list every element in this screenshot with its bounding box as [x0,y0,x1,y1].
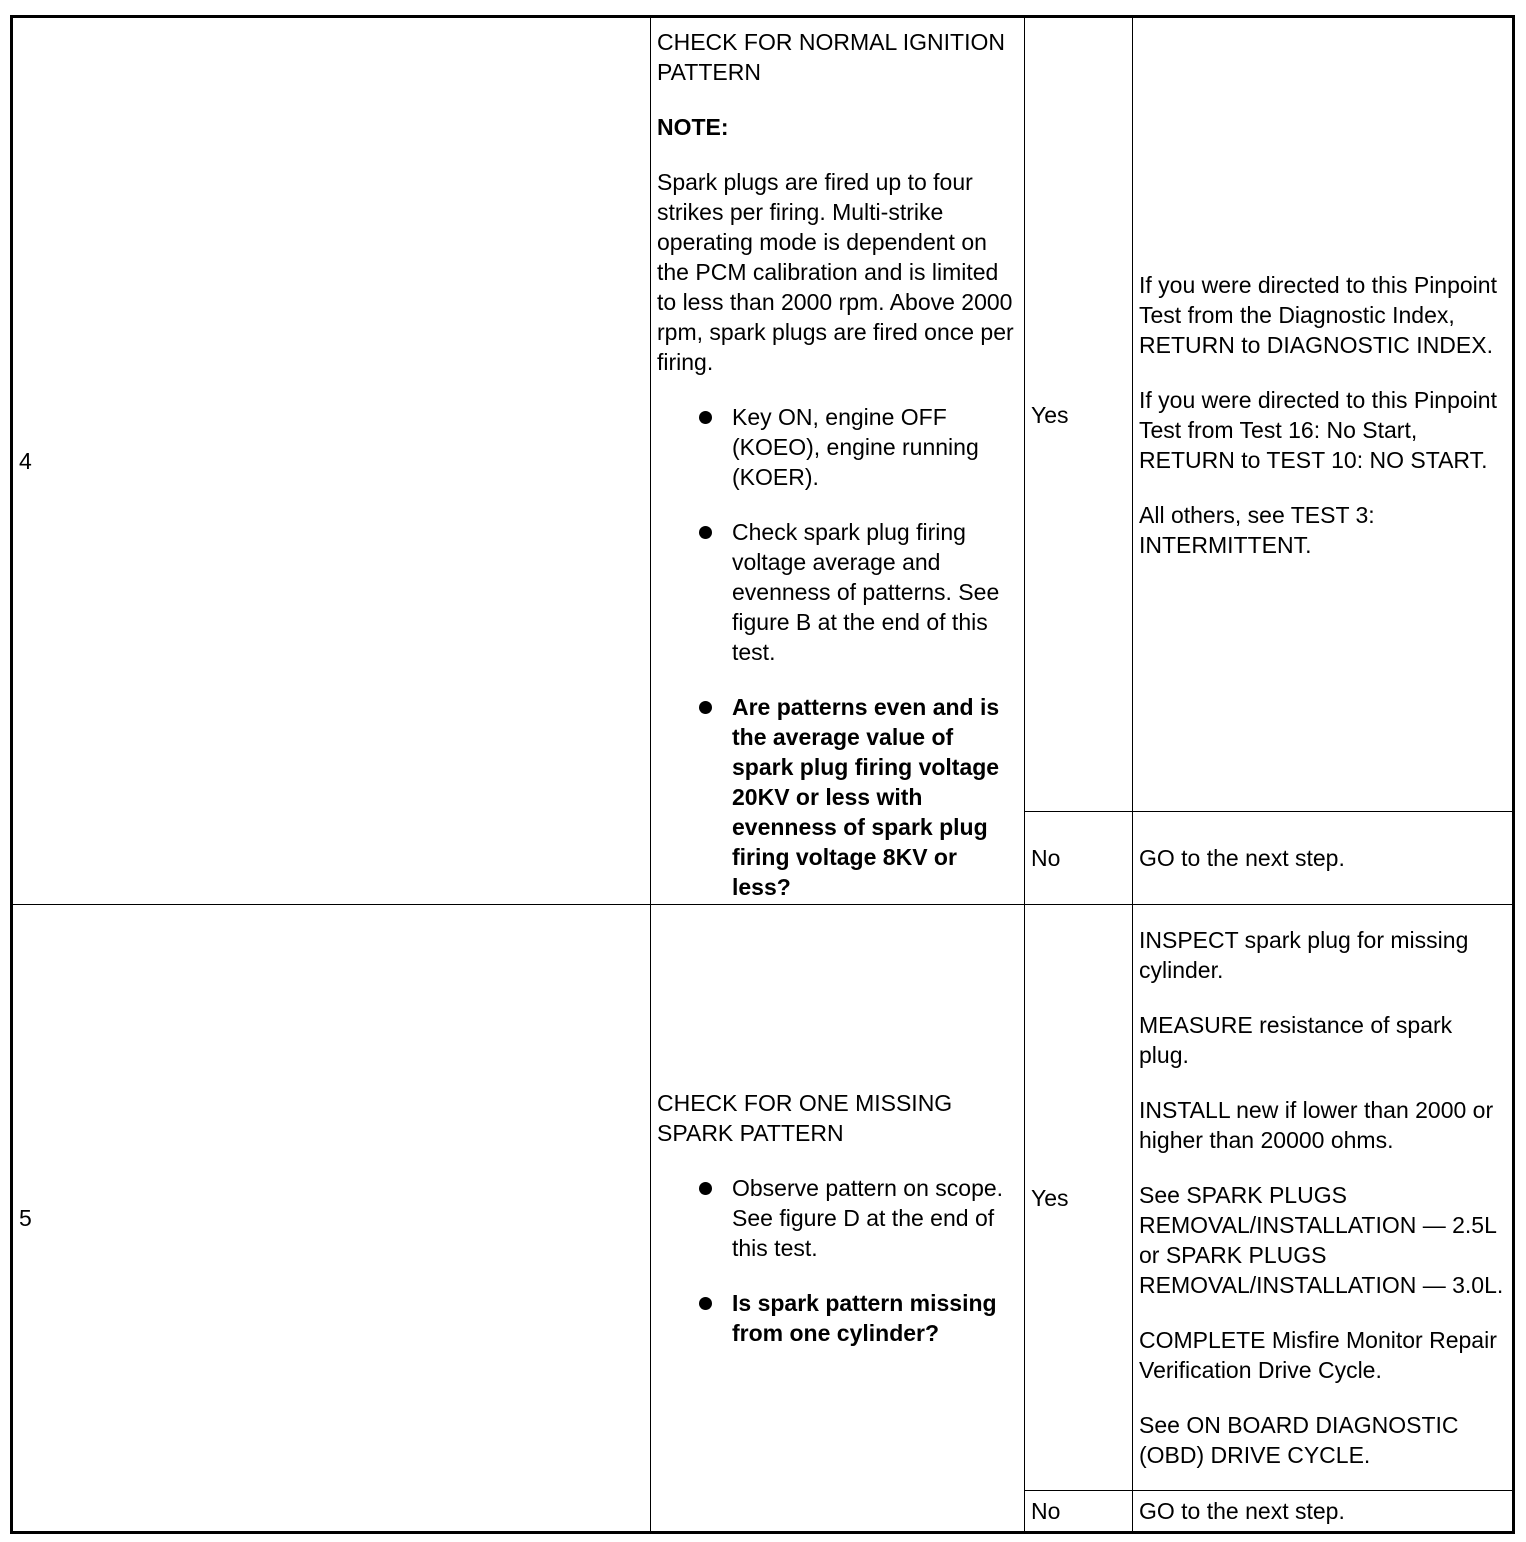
list-item [732,1288,1020,1348]
bullet-text: Check spark plug firing voltage average and evenness of patterns. See figure B at the end of this test. [732,518,1000,665]
step-5-yes-row [12,905,1514,1491]
result-paragraph: See ON BOARD DIAGNOSTIC (OBD) DRIVE CYCLE. [1139,1412,1459,1468]
bullet-icon [699,1297,712,1310]
result-paragraph: If you were directed to this Pinpoint Test from Test 16: No Start, RETURN to TEST 10: NO START. [1139,386,1497,473]
bullet-text: Observe pattern on scope. See figure D at the end of this test. [732,1175,1004,1261]
bullet-icon [699,1182,712,1195]
step-title: CHECK FOR NORMAL IGNITION PATTERN [657,28,1005,85]
step-question: Is spark pattern missing from one cylinder? [732,1290,997,1346]
yes-label: Yes [1025,17,1133,812]
step-action [651,17,1025,905]
instruction-list [657,402,1020,902]
step-title: CHECK FOR ONE MISSING SPARK PATTERN [657,1090,953,1146]
yes-result [1133,905,1514,1491]
result-paragraph: See SPARK PLUGS REMOVAL/INSTALLATION — 2.5L or SPARK PLUGS REMOVAL/INSTALLATION — 3.0L. [1139,1182,1504,1298]
step-question: Are patterns even and is the average value of spark plug firing voltage 20KV or less with evenness of spark plug firing voltage 8KV or less? [732,693,1000,900]
result-paragraph: All others, see TEST 3: INTERMITTENT. [1139,501,1375,558]
list-item [732,1173,1020,1263]
step-4-yes-row [12,17,1514,812]
bullet-icon [699,526,712,539]
bullet-icon [699,411,712,424]
no-result: GO to the next step. [1133,1491,1514,1533]
yes-label: Yes [1025,905,1133,1491]
yes-result [1133,17,1514,812]
pinpoint-test-table [10,15,1515,1534]
result-paragraph: If you were directed to this Pinpoint Test from the Diagnostic Index, RETURN to DIAGNOSTIC INDEX. [1139,271,1497,358]
note-label: NOTE: [657,113,729,140]
result-paragraph: MEASURE resistance of spark plug. [1139,1012,1453,1068]
step-number: 4 [12,17,651,905]
no-result: GO to the next step. [1133,812,1514,905]
result-paragraph: INSPECT spark plug for missing cylinder. [1139,927,1469,983]
no-label: No [1025,812,1133,905]
bullet-text: Key ON, engine OFF (KOEO), engine running (KOER). [732,403,979,490]
bullet-icon [699,701,712,714]
list-item [732,692,1020,902]
result-paragraph: INSTALL new if lower than 2000 or higher than 20000 ohms. [1139,1097,1494,1153]
instruction-list [657,1173,1020,1348]
list-item [732,402,1020,492]
list-item [732,517,1020,667]
step-number: 5 [12,905,651,1533]
step-action [651,905,1025,1533]
result-paragraph: COMPLETE Misfire Monitor Repair Verification Drive Cycle. [1139,1327,1497,1383]
note-text: Spark plugs are fired up to four strikes per firing. Multi-strike operating mode is dependent on the PCM calibration and is limited to less than 2000 rpm. Above 2000 rpm, spark plugs are fired once per firing. [657,168,1014,375]
no-label: No [1025,1491,1133,1533]
